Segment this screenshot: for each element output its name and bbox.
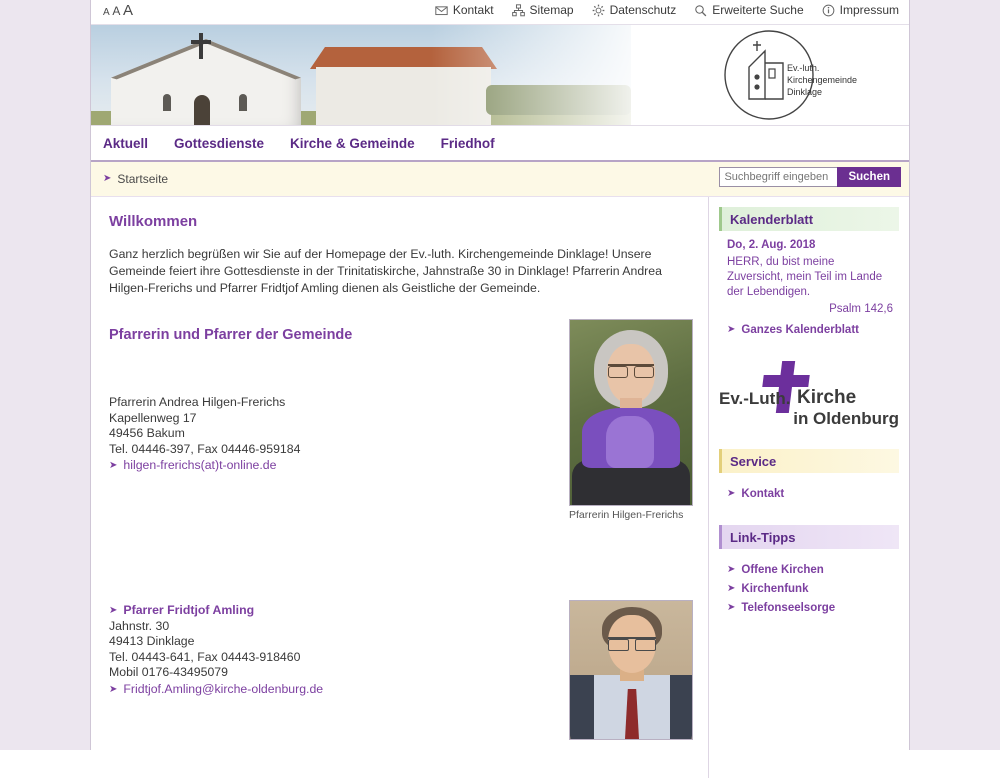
page-title: Willkommen [109,213,198,230]
church-door [194,95,210,125]
font-size-medium[interactable]: A [112,4,120,18]
glasses-icon [608,364,654,377]
nav-item-gottesdienste[interactable]: Gottesdienste [174,135,265,151]
arrow-right-icon: ➤ [727,488,736,499]
header-banner [91,25,909,125]
font-size-small[interactable]: A [103,7,110,18]
content-area [91,197,909,778]
linktipps-item-offene-kirchen[interactable] [727,564,893,576]
pastor1-email-line[interactable] [109,458,277,474]
kalenderblatt-body [719,231,899,347]
breadcrumb-label: Startseite [117,172,169,186]
linktipps-item-telefonseelsorge[interactable] [727,602,893,614]
search-input[interactable] [719,167,837,187]
glasses-icon [608,637,656,650]
arrow-right-icon: ➤ [727,583,736,594]
svg-text:Dinklage: Dinklage [787,87,823,97]
nav-item-friedhof[interactable]: Friedhof [440,135,495,151]
oldenburg-word-2: Kirche [797,387,857,408]
oldenburg-word-1: Ev.-Luth. [719,389,791,408]
nav-item-aktuell[interactable]: Aktuell [103,135,149,151]
pastor2-name-link[interactable]: Pfarrer Fridtjof Amling [123,603,255,617]
pastor2-email-line[interactable] [109,682,323,698]
mail-icon [435,4,448,17]
pastor1-photo-caption: Pfarrerin Hilgen-Frerichs [569,509,684,521]
arrow-right-icon: ➤ [727,324,736,335]
banner-photo [91,25,631,125]
font-size-switcher[interactable] [103,2,133,19]
topnav-kontakt-label: Kontakt [452,3,494,17]
service-body [719,473,899,511]
pastor2-city: 49413 Dinklage [109,634,195,648]
arrow-right-icon: ➤ [109,460,118,471]
topnav-kontakt[interactable] [435,3,494,17]
linktipps-item-offene-kirchen-label[interactable]: Offene Kirchen [741,564,824,576]
search-icon [694,4,707,17]
topnav-erweiterte-suche[interactable] [694,3,803,17]
search-button[interactable]: Suchen [837,167,901,187]
widget-kalenderblatt [719,207,899,347]
topnav-sitemap-label: Sitemap [529,3,574,17]
section-title-pastors: Pfarrerin und Pfarrer der Gemeinde [109,327,353,343]
kalenderblatt-title: Kalenderblatt [719,207,899,231]
church-window [163,94,171,111]
kalenderblatt-link[interactable] [727,324,893,336]
oldenburg-word-3: in Oldenburg [793,409,899,428]
pastor1-street: Kapellenweg 17 [109,410,197,425]
main-navigation [91,125,909,162]
arrow-right-icon: ➤ [109,604,118,616]
sitemap-icon [512,4,525,17]
arrow-right-icon: ➤ [103,173,112,184]
service-item-kontakt[interactable] [727,488,893,500]
left-margin [0,0,90,750]
pastor2-phone: Tel. 04443-641, Fax 04443-918460 [109,649,301,664]
pastor2-photo [569,600,693,740]
linktipps-title: Link-Tipps [719,525,899,549]
search-box [719,167,901,187]
arrow-right-icon: ➤ [727,602,736,613]
topnav-erweiterte-suche-label: Erweiterte Suche [712,3,804,17]
info-icon [822,4,835,17]
nav-item-kirche-gemeinde[interactable]: Kirche & Gemeinde [290,135,415,151]
church-logo[interactable] [691,27,891,123]
topnav-impressum[interactable] [822,3,899,17]
sidebar [709,197,909,778]
site-frame [90,0,910,750]
kalenderblatt-link-label[interactable]: Ganzes Kalenderblatt [741,324,859,336]
arrow-right-icon: ➤ [109,683,118,695]
linktipps-item-telefonseelsorge-label[interactable]: Telefonseelsorge [741,602,836,614]
pastor1-phone: Tel. 04446-397, Fax 04446-959184 [109,441,301,456]
topnav-sitemap[interactable] [512,3,574,17]
intro-paragraph: Ganz herzlich begrüßen wir Sie auf der Homepage der Ev.-luth. Kirchengemeinde Dinklage! Unsere Gemeinde feiert ihre Gottesdienste in der Trinitatiskirche, Jahnstraße 30 in Dinklage! Pfarrerin Andrea Hilgen-Frerichs und Pfarrer Fridtjof Amling dienen als Geistliche der Gemeinde. [109,247,662,295]
arrow-right-icon: ➤ [727,564,736,575]
topnav-impressum-label: Impressum [839,3,899,17]
linktipps-item-kirchenfunk-label[interactable]: Kirchenfunk [741,583,809,595]
pastor1-email-link[interactable]: hilgen-frerichs(at)t-online.de [123,458,277,473]
kalenderblatt-reference: Psalm 142,6 [829,303,893,315]
kalenderblatt-date: Do, 2. Aug. 2018 [727,239,816,251]
top-bar [91,0,909,25]
breadcrumb[interactable] [103,172,168,186]
linktipps-body [719,549,899,625]
banner-fade [431,25,631,125]
service-title: Service [719,449,899,473]
pastor1-photo [569,319,693,506]
widget-service [719,449,899,511]
main-column [91,197,709,778]
breadcrumb-bar [91,162,909,197]
topnav-datenschutz-label: Datenschutz [609,3,677,17]
gear-icon [592,4,605,17]
font-size-large[interactable]: A [123,2,134,19]
church-window [239,94,247,111]
kalenderblatt-verse: HERR, du bist meine Zuversicht, mein Teil im Lande der Lebendigen. [727,256,883,298]
pastor2-name-line[interactable] [109,603,254,619]
right-margin [910,0,1000,750]
service-item-kontakt-label[interactable]: Kontakt [741,488,785,500]
photo-scarf-inner [606,416,654,468]
pastor2-email-link[interactable]: Fridtjof.Amling@kirche-oldenburg.de [123,681,324,696]
pastor2-mobile: Mobil 0176-43495079 [109,665,228,679]
svg-text:Ev.-luth.: Ev.-luth. [787,63,820,73]
widget-linktipps [719,525,899,625]
topnav-datenschutz[interactable] [592,3,677,17]
svg-text:Kirchengemeinde: Kirchengemeinde [787,75,858,85]
pastor1-name: Pfarrerin Andrea Hilgen-Frerichs [109,395,286,409]
pastor2-street: Jahnstr. 30 [109,618,170,633]
utility-nav [435,3,899,17]
cross-icon [199,33,203,59]
pastor1-city: 49456 Bakum [109,426,185,440]
linktipps-item-kirchenfunk[interactable] [727,583,893,595]
oldenburg-church-logo[interactable] [719,361,899,443]
